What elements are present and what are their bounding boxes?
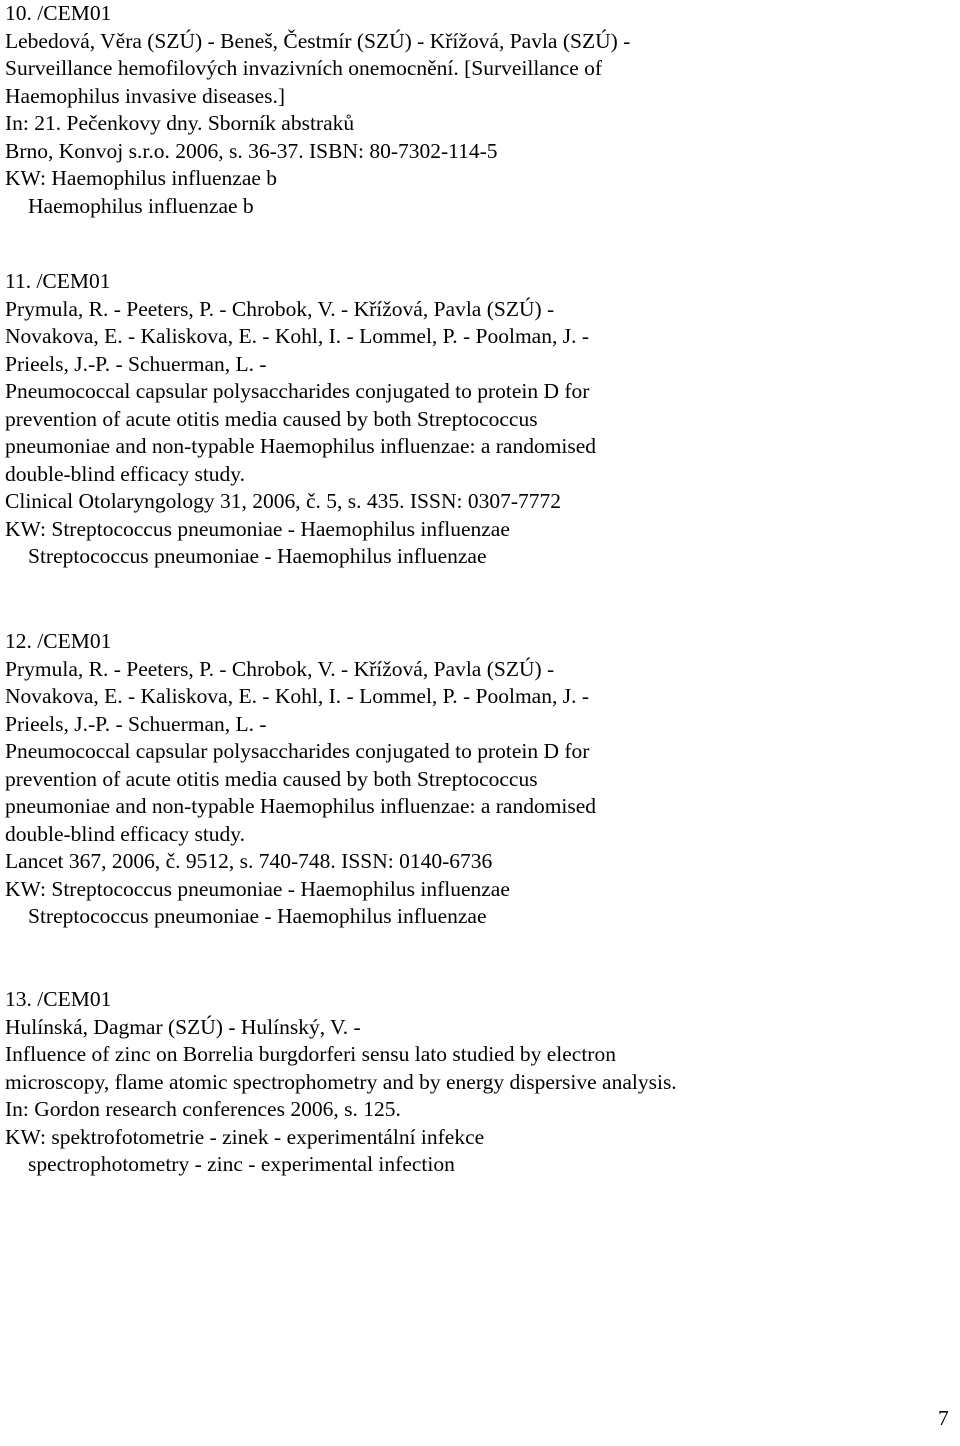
entry-keywords: KW: Streptococcus pneumoniae - Haemophilus influenzae xyxy=(5,516,510,541)
bibliography-entry-11 xyxy=(5,268,955,571)
entry-number: 12. /CEM01 xyxy=(5,629,112,653)
entry-title: prevention of acute otitis media caused by both Streptococcus xyxy=(5,406,538,431)
entry-authors: Novakova, E. - Kaliskova, E. - Kohl, I. - Lommel, P. - Poolman, J. - xyxy=(5,324,589,348)
entry-keywords-translation: spectrophotometry - zinc - experimental infection xyxy=(28,1152,455,1176)
entry-number: 10. /CEM01 xyxy=(5,1,112,25)
entry-keywords: KW: Haemophilus influenzae b xyxy=(5,166,278,190)
entry-authors: Prymula, R. - Peeters, P. - Chrobok, V. - Křížová, Pavla (SZÚ) - xyxy=(5,296,555,321)
entry-publisher: Brno, Konvoj s.r.o. 2006, s. 36-37. ISBN: 80-7302-114-5 xyxy=(5,138,498,163)
entry-source: In: Gordon research conferences 2006, s. 125. xyxy=(5,1097,401,1121)
entry-keywords-translation: Streptococcus pneumoniae - Haemophilus influenzae xyxy=(28,904,487,928)
entry-title: double-blind efficacy study. xyxy=(5,461,246,486)
entry-title: prevention of acute otitis media caused by both Streptococcus xyxy=(5,766,538,791)
entry-authors: Lebedová, Věra (SZÚ) - Beneš, Čestmír (SZÚ) - Křížová, Pavla (SZÚ) - xyxy=(5,28,631,53)
entry-authors: Prieels, J.-P. - Schuerman, L. - xyxy=(5,351,267,376)
entry-keywords-translation: Streptococcus pneumoniae - Haemophilus influenzae xyxy=(28,544,487,568)
entry-number: 11. /CEM01 xyxy=(5,269,111,293)
entry-title: microscopy, flame atomic spectrophometry and by energy dispersive analysis. xyxy=(5,1069,677,1094)
entry-title: Surveillance hemofilových invazivních onemocnění. [Surveillance of xyxy=(5,56,603,80)
entry-title-translation: Haemophilus invasive diseases.] xyxy=(5,83,286,108)
entry-title: Influence of zinc on Borrelia burgdorferi sensu lato studied by electron xyxy=(5,1042,616,1066)
entry-title: Pneumococcal capsular polysaccharides conjugated to protein D for xyxy=(5,379,590,403)
bibliography-entry-13 xyxy=(5,986,955,1179)
bibliography-entry-10 xyxy=(5,0,955,220)
entry-title: Pneumococcal capsular polysaccharides conjugated to protein D for xyxy=(5,739,590,763)
entry-title: pneumoniae and non-typable Haemophilus influenzae: a randomised xyxy=(5,794,597,818)
entry-source: In: 21. Pečenkovy dny. Sborník abstraků xyxy=(5,111,355,135)
bibliography-entry-12 xyxy=(5,628,955,931)
entry-keywords-translation: Haemophilus influenzae b xyxy=(28,193,254,218)
entry-authors: Hulínská, Dagmar (SZÚ) - Hulínský, V. - xyxy=(5,1014,361,1039)
entry-title: double-blind efficacy study. xyxy=(5,821,246,846)
entry-source: Clinical Otolaryngology 31, 2006, č. 5, s. 435. ISSN: 0307-7772 xyxy=(5,489,561,513)
entry-authors: Novakova, E. - Kaliskova, E. - Kohl, I. - Lommel, P. - Poolman, J. - xyxy=(5,684,589,708)
entry-title: pneumoniae and non-typable Haemophilus influenzae: a randomised xyxy=(5,434,597,458)
entry-keywords: KW: spektrofotometrie - zinek - experimentální infekce xyxy=(5,1124,485,1149)
entry-authors: Prieels, J.-P. - Schuerman, L. - xyxy=(5,711,267,736)
entry-keywords: KW: Streptococcus pneumoniae - Haemophilus influenzae xyxy=(5,876,510,901)
page-number: 7 xyxy=(938,1406,949,1430)
entry-source: Lancet 367, 2006, č. 9512, s. 740-748. ISSN: 0140-6736 xyxy=(5,849,493,873)
entry-number: 13. /CEM01 xyxy=(5,987,112,1011)
entry-authors: Prymula, R. - Peeters, P. - Chrobok, V. - Křížová, Pavla (SZÚ) - xyxy=(5,656,555,681)
